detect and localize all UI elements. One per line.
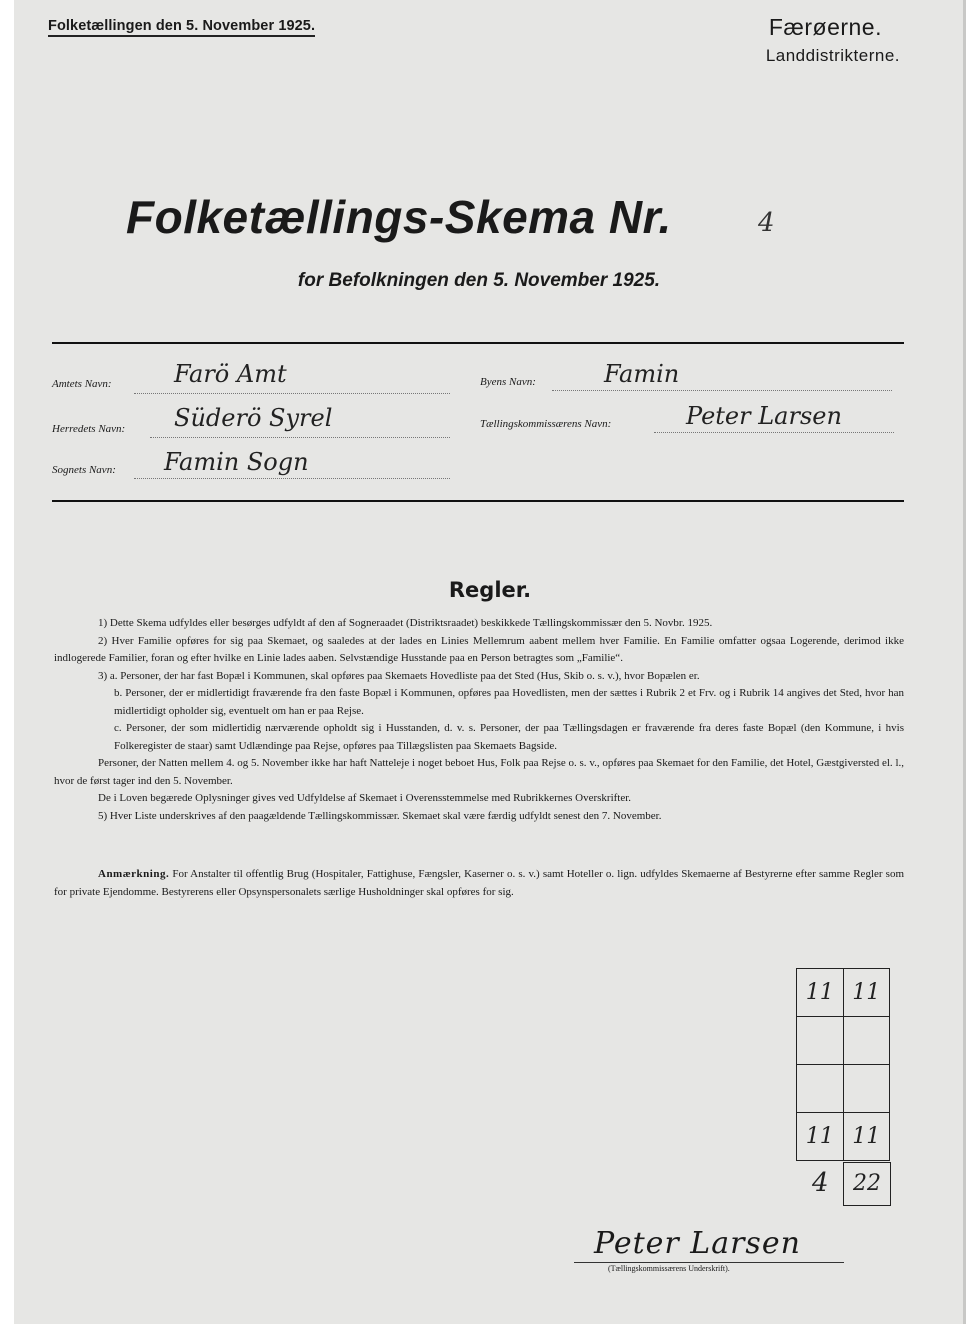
tally-row bbox=[797, 1113, 890, 1161]
tally-total-right: 22 bbox=[843, 1162, 891, 1206]
herred-label: Herredets Navn: bbox=[52, 423, 126, 435]
rule-item: 1) Dette Skema udfyldes eller besørges udfyldt af den af Sogneraadet (Distriktsraadet) beskikkede Tællingskommissær den 5. Novbr. 1925. bbox=[98, 617, 713, 629]
tally-cell: 11 bbox=[843, 1113, 890, 1161]
kommissaer-label: Tællingskommissærens Navn: bbox=[480, 418, 612, 430]
tally-total-left: 4 bbox=[812, 1168, 829, 1198]
tally-cell bbox=[797, 1017, 844, 1065]
note-label: Anmærkning. bbox=[98, 868, 170, 880]
amt-line bbox=[134, 393, 450, 394]
tally-row bbox=[797, 969, 890, 1017]
rule-item: 5) Hver Liste underskrives af den paagældende Tællingskommissær. Skemaet skal være færdig udfyldt senest den 7. November. bbox=[98, 809, 662, 822]
form-subtitle: for Befolkningen den 5. November 1925. bbox=[297, 270, 661, 291]
rules-list bbox=[54, 615, 904, 825]
signature-caption: (Tællingskommissærens Underskrift). bbox=[608, 1264, 730, 1273]
tally-cell bbox=[797, 1065, 844, 1113]
sogn-label: Sognets Navn: bbox=[52, 464, 116, 476]
tally-row bbox=[797, 1017, 890, 1065]
rule-item: 2) Hver Familie opføres for sig paa Skemaet, og saaledes at der lades en Linies Mellemrum aabent mellem hver Familie. En Familie omfatter ogsaa Logerende, derimod ikke indlogerede Familier, foran og efter hvilke en Linie lades aaben. Selvstændige Husstande paa en Person betragtes som „Familie“. bbox=[54, 634, 904, 664]
herred-line bbox=[150, 437, 450, 438]
note bbox=[54, 866, 904, 901]
herred-value: Süderö Syrel bbox=[174, 404, 333, 432]
form-title: Folketællings-Skema Nr. bbox=[126, 191, 672, 243]
rule-item: Personer, der Natten mellem 4. og 5. November ikke har haft Natteleje i noget beboet Hus, Folk paa Rejse o. s. v., opføres paa Skemaet for den Familie, det Hotel, Gæstgiversted el. l., hvor de først tager ind den 5. November. bbox=[54, 757, 904, 787]
amt-value: Farö Amt bbox=[174, 360, 287, 388]
header-region: Færøerne. bbox=[768, 14, 882, 40]
kommissaer-line bbox=[654, 432, 894, 433]
tally-cell: 11 bbox=[843, 969, 890, 1017]
note-text: For Anstalter til offentlig Brug (Hospitaler, Fattighuse, Fængsler, Kaserner o. s. v.) samt Hoteller o. lign. udfyldes Skemaerne af Bestyrerne efter samme Regler som for private Ejendomme. Bestyrerens eller Opsynspersonalets særlige Husholdninger skal opføres for sig. bbox=[54, 868, 904, 898]
tally-grid bbox=[796, 968, 890, 1161]
census-form-page bbox=[14, 0, 966, 1324]
rule-item: b. Personer, der er midlertidigt fraværende fra den faste Bopæl i Kommunen, opføres paa Hovedlisten, men der sættes i Rubrik 2 et Frv. og i Rubrik 14 angives det Sted, hvor han midlertidigt opholder sig, eventuelt om han er paa Rejse. bbox=[114, 687, 904, 717]
commissioner-signature: Peter Larsen bbox=[594, 1226, 801, 1261]
header-district: Landdistrikterne. bbox=[765, 46, 900, 65]
sogn-value: Famin Sogn bbox=[164, 448, 309, 476]
sogn-line bbox=[134, 478, 450, 479]
tally-cell: 11 bbox=[797, 969, 844, 1017]
rules-title: Regler. bbox=[448, 578, 532, 602]
rule-item: c. Personer, der som midlertidig nærværende opholdt sig i Husstanden, d. v. s. Personer, der paa Tællingsdagen er fraværende fra deres faste Bopæl (den Kommune, i hvis Folkeregister de staar) samt Udlændinge paa Rejse, opføres paa Tillægslisten paa Skemaets Bagside. bbox=[114, 722, 904, 752]
rule-item: De i Loven begærede Oplysninger gives ved Udfyldelse af Skemaet i Overensstemmelse med Rubrikkernes Overskrifter. bbox=[98, 792, 632, 804]
byen-line bbox=[552, 390, 892, 391]
tally-row bbox=[797, 1065, 890, 1113]
rule-item: 3) a. Personer, der har fast Bopæl i Kommunen, skal opføres paa Skemaets Hovedliste paa det Sted (Hus, Skib o. s. v.), hvor Bopælen er. bbox=[98, 669, 700, 682]
signature-line bbox=[574, 1262, 844, 1263]
tally-cell bbox=[843, 1017, 890, 1065]
top-rule bbox=[52, 342, 904, 344]
bottom-rule bbox=[52, 500, 904, 502]
form-number: 4 bbox=[758, 208, 775, 238]
header-census-date: Folketællingen den 5. November 1925. bbox=[48, 18, 315, 37]
kommissaer-value: Peter Larsen bbox=[686, 402, 842, 430]
amt-label: Amtets Navn: bbox=[52, 378, 112, 390]
tally-cell: 11 bbox=[797, 1113, 844, 1161]
byen-label: Byens Navn: bbox=[480, 376, 536, 388]
byen-value: Famin bbox=[604, 360, 680, 388]
tally-cell bbox=[843, 1065, 890, 1113]
